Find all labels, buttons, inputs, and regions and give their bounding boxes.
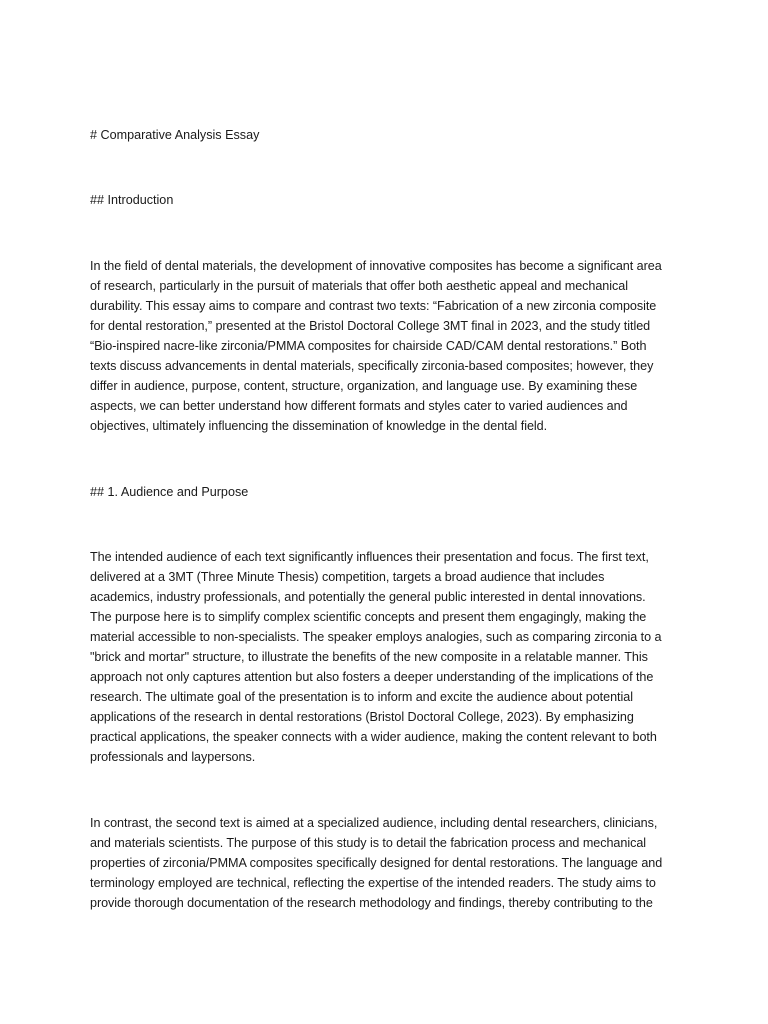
text-line: In the field of dental materials, the development of innovative composites has become a significant area [90,259,662,273]
text-line: academics, industry professionals, and potentially the general public interested in dental innovations. [90,590,646,604]
text-line: research. The ultimate goal of the presentation is to inform and excite the audience about potential [90,690,633,704]
text-line: aspects, we can better understand how different formats and styles cater to varied audiences and [90,399,628,413]
text-line: practical applications, the speaker connects with a wider audience, making the content relevant to both [90,730,657,744]
text-line: approach not only captures attention but also fosters a deeper understanding of the implications of the [90,670,654,684]
section-heading-audience-purpose: ## 1. Audience and Purpose [90,485,249,499]
text-line: In contrast, the second text is aimed at a specialized audience, including dental researchers, clinicians, [90,816,658,830]
paragraph-audience-2 [90,813,680,913]
text-line: for dental restoration,” presented at the Bristol Doctoral College 3MT final in 2023, and the study titled [90,319,651,333]
text-line: “Bio-inspired nacre-like zirconia/PMMA composites for chairside CAD/CAM dental restorations.” Both [90,339,647,353]
text-line: applications of the research in dental restorations (Bristol Doctoral College, 2023). By emphasizing [90,710,634,724]
text-line: material accessible to non-specialists. The speaker employs analogies, such as comparing zirconia to a [90,630,662,644]
text-line: of research, particularly in the pursuit of materials that offer both aesthetic appeal and mechanical [90,279,628,293]
text-line: professionals and laypersons. [90,750,256,764]
text-line: texts discuss advancements in dental materials, specifically zirconia-based composites; however, they [90,359,654,373]
text-line: and materials scientists. The purpose of this study is to detail the fabrication process and mechanical [90,836,647,850]
paragraph-introduction [90,256,680,436]
text-line: provide thorough documentation of the research methodology and findings, thereby contributing to the [90,896,653,910]
text-line: The purpose here is to simplify complex scientific concepts and present them engagingly, making the [90,610,647,624]
text-line: terminology employed are technical, reflecting the expertise of the intended readers. The study aims to [90,876,656,890]
text-line: "brick and mortar" structure, to illustrate the benefits of the new composite in a relatable manner. This [90,650,648,664]
text-line: differ in audience, purpose, content, structure, organization, and language use. By examining these [90,379,638,393]
document-title: # Comparative Analysis Essay [90,128,260,142]
paragraph-audience-1 [90,547,680,767]
text-line: objectives, ultimately influencing the dissemination of knowledge in the dental field. [90,419,548,433]
text-line: properties of zirconia/PMMA composites specifically designed for dental restorations. The language and [90,856,663,870]
text-line: The intended audience of each text significantly influences their presentation and focus. The first text, [90,550,649,564]
text-line: delivered at a 3MT (Three Minute Thesis) competition, targets a broad audience that includes [90,570,605,584]
section-heading-introduction: ## Introduction [90,193,174,207]
text-line: durability. This essay aims to compare and contrast two texts: “Fabrication of a new zirconia composite [90,299,657,313]
